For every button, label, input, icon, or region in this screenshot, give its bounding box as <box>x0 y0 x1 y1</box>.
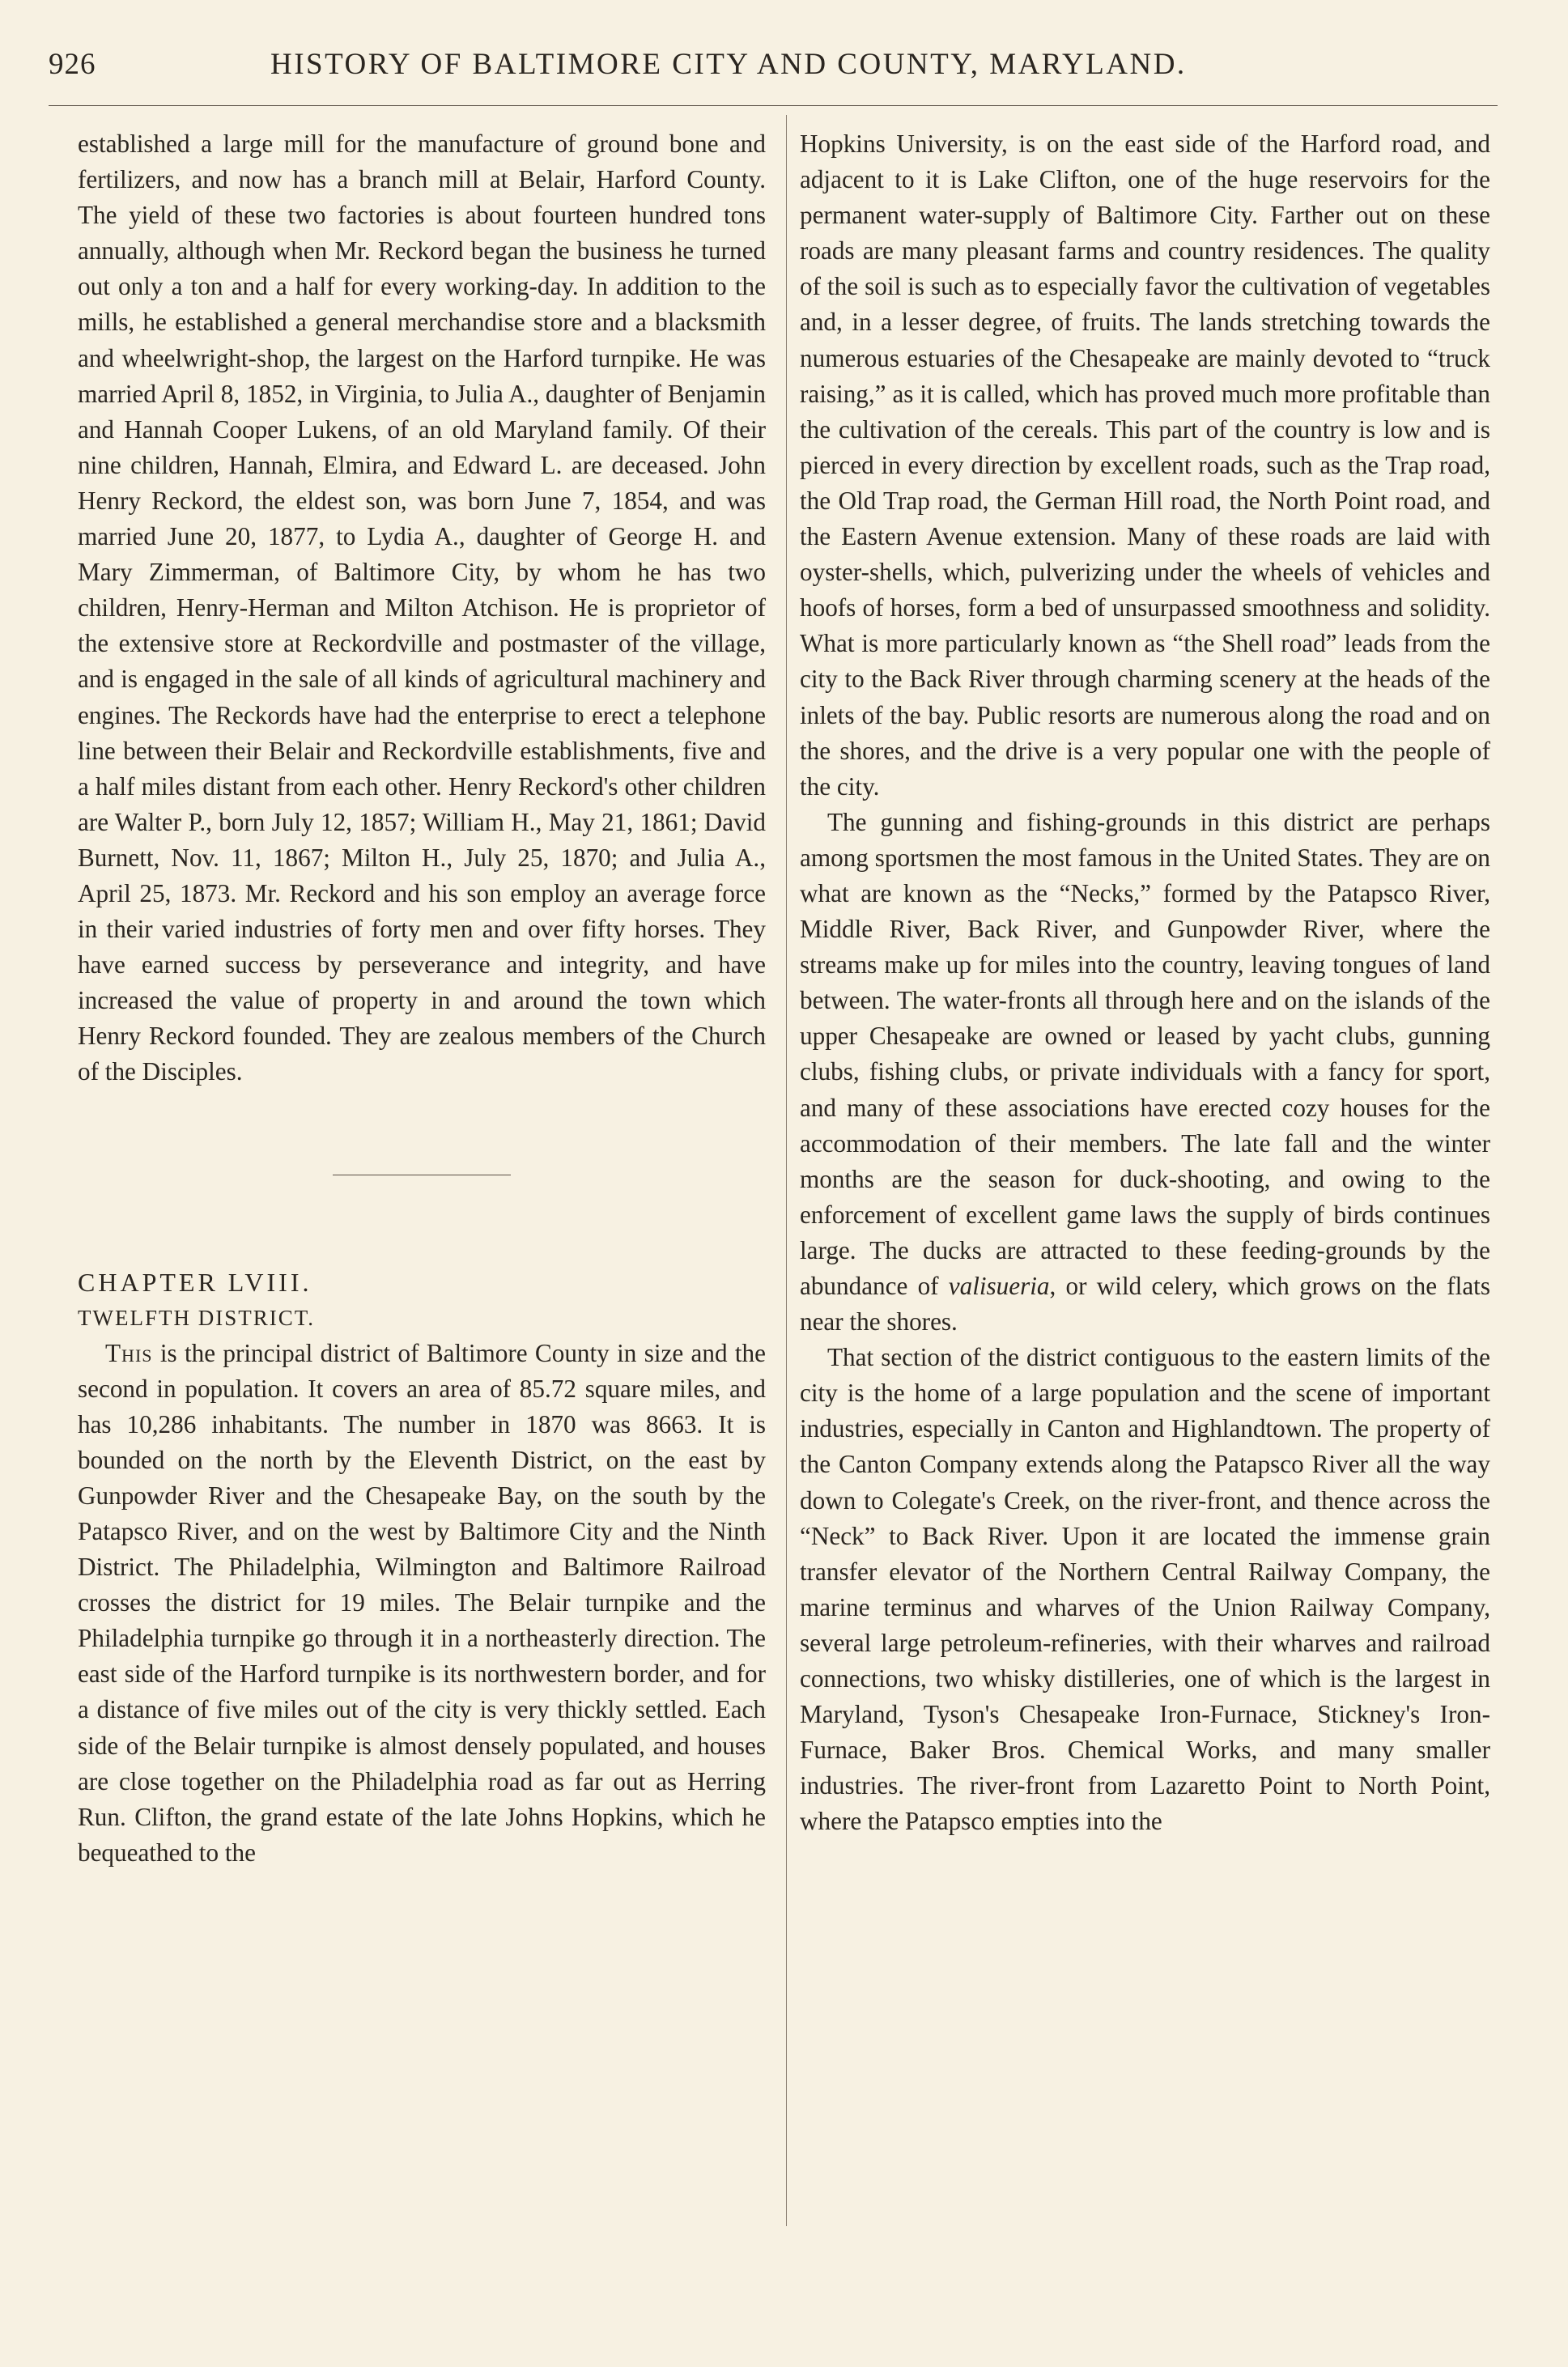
gunning-text-a: The gunning and fishing-grounds in this district are perhaps among sportsmen the most famous in the United States. They are on what are known as the “Necks,” formed by the Patapsco River, Middle River, Back River, and Gunpowder River, where the streams make up for miles into the country, leaving tongues of land between. The water-fronts all through here and on the islands of the upper Chesapeake are owned or leased by yacht clubs, gunning clubs, fishing clubs, or private individuals with a fancy for sport, and many of these associations have erected cozy houses for the accommodation of their members. The late fall and the winter months are the season for duck-shooting, and owing to the enforcement of excellent game laws the supply of birds continues large. The ducks are attracted to these feeding-grounds by the abundance of <box>800 807 1490 1300</box>
valisueria-term: valisueria <box>948 1272 1050 1300</box>
district-title: TWELFTH DISTRICT. <box>78 1305 315 1330</box>
paragraph-body: is the principal district of Baltimore County in size and the second in population. It covers an area of 85.72 square miles, and has 10,286 inhabitants. The number in 1870 was 8663. It is bounded on the north by the Eleventh District, on the east by Gunpowder River and the Chesapeake Bay, on the south by the Patapsco River, and on the west by Baltimore City and the Ninth District. The Philadelphia, Wilmington and Baltimore Railroad crosses the district for 19 miles. The Belair turnpike and the Philadelphia turnpike go through it in a northeasterly direction. The east side of the Harford turnpike is its northwestern border, and for a distance of five miles out of the city is very thickly settled. Each side of the Belair turnpike is almost densely populated, and houses are close together on the Philadelphia road as far out as Herring Run. Clifton, the grand estate of the late Johns Hopkins, which he bequeathed to the <box>78 1338 766 1867</box>
chapter-title: CHAPTER LVIII. <box>78 1267 312 1297</box>
header-rule <box>49 105 1498 106</box>
page-header <box>49 47 1498 96</box>
canton-industries-paragraph: That section of the district contiguous to the eastern limits of the city is the home of a large population and the scene of important industries, especially in Canton and Highlandtown. The property of the Canton Company extends along the Patapsco River all the way down to Colegate's Creek, on the river-front, and thence across the “Neck” to Back River. Upon it are located the immense grain transfer elevator of the Northern Central Railway Company, the marine terminus and wharves of the Union Railway Company, several large petroleum-refineries, with their wharves and railroad connections, two whisky distilleries, one of which is the largest in Maryland, Tyson's Chesapeake Iron-Furnace, Stickney's Iron-Furnace, Baker Bros. Chemical Works, and many smaller industries. The river-front from Lazaretto Point to North Point, where the Patapsco empties into the <box>800 1343 1490 1836</box>
page-number: 926 <box>49 48 96 81</box>
column-divider <box>786 115 787 2226</box>
twelfth-district-paragraph <box>78 1336 766 1871</box>
gunning-text-b: , or wild celery, which grows on the flats near the shores. <box>800 1272 1490 1336</box>
running-head: HISTORY OF BALTIMORE CITY AND COUNTY, MARYLAND. <box>270 48 1187 81</box>
right-column <box>800 126 1490 1840</box>
paragraph-lead-word: This <box>105 1338 153 1367</box>
hopkins-roads-paragraph: Hopkins University, is on the east side of the Harford road, and adjacent to it is Lake Clifton, one of the huge reservoirs for the permanent water-supply of Baltimore City. Farther out on these roads are many pleasant farms and country residences. The quality of the soil is such as to especially favor the cultivation of vegetables and, in a lesser degree, of fruits. The lands stretching towards the numerous estuaries of the Chesapeake are mainly devoted to “truck raising,” as it is called, which has proved much more profitable than the cultivation of the cereals. This part of the country is low and is pierced in every direction by excellent roads, such as the Trap road, the Old Trap road, the German Hill road, the North Point road, and the Eastern Avenue extension. Many of these roads are laid with oyster-shells, which, pulverizing under the wheels of vehicles and hoofs of horses, form a bed of unsurpassed smoothness and solidity. What is more particularly known as “the Shell road” leads from the city to the Back River through charming scenery at the heads of the inlets of the bay. Public resorts are numerous along the road and on the shores, and the drive is a very popular one with the people of the city. <box>800 130 1490 801</box>
gunning-grounds-paragraph <box>800 805 1490 1340</box>
left-column <box>78 126 766 1871</box>
reckord-biography-paragraph: established a large mill for the manufacture of ground bone and fertilizers, and now has a branch mill at Belair, Harford County. The yield of these two factories is about fourteen hundred tons annually, although when Mr. Reckord began the business he turned out only a ton and a half for every working-day. In addition to the mills, he established a general merchandise store and a blacksmith and wheelwright-shop, the largest on the Harford turnpike. He was married April 8, 1852, in Virginia, to Julia A., daughter of Benjamin and Hannah Cooper Lukens, of an old Maryland family. Of their nine children, Hannah, Elmira, and Edward L. are deceased. John Henry Reckord, the eldest son, was born June 7, 1854, and was married June 20, 1877, to Lydia A., daughter of George H. and Mary Zimmerman, of Baltimore City, by whom he has two children, Henry-Herman and Milton Atchison. He is proprietor of the extensive store at Reckordville and postmaster of the village, and is engaged in the sale of all kinds of agricultural machinery and engines. The Reckords have had the enterprise to erect a telephone line between their Belair and Reckordville establishments, five and a half miles distant from each other. Henry Reckord's other children are Walter P., born July 12, 1857; William H., May 21, 1861; David Burnett, Nov. 11, 1867; Milton H., July 25, 1870; and Julia A., April 25, 1873. Mr. Reckord and his son employ an average force in their varied industries of forty men and over fifty horses. They have earned success by perseverance and integrity, and have increased the value of property in and around the town which Henry Reckord founded. They are zealous members of the Church of the Disciples. <box>78 130 766 1086</box>
